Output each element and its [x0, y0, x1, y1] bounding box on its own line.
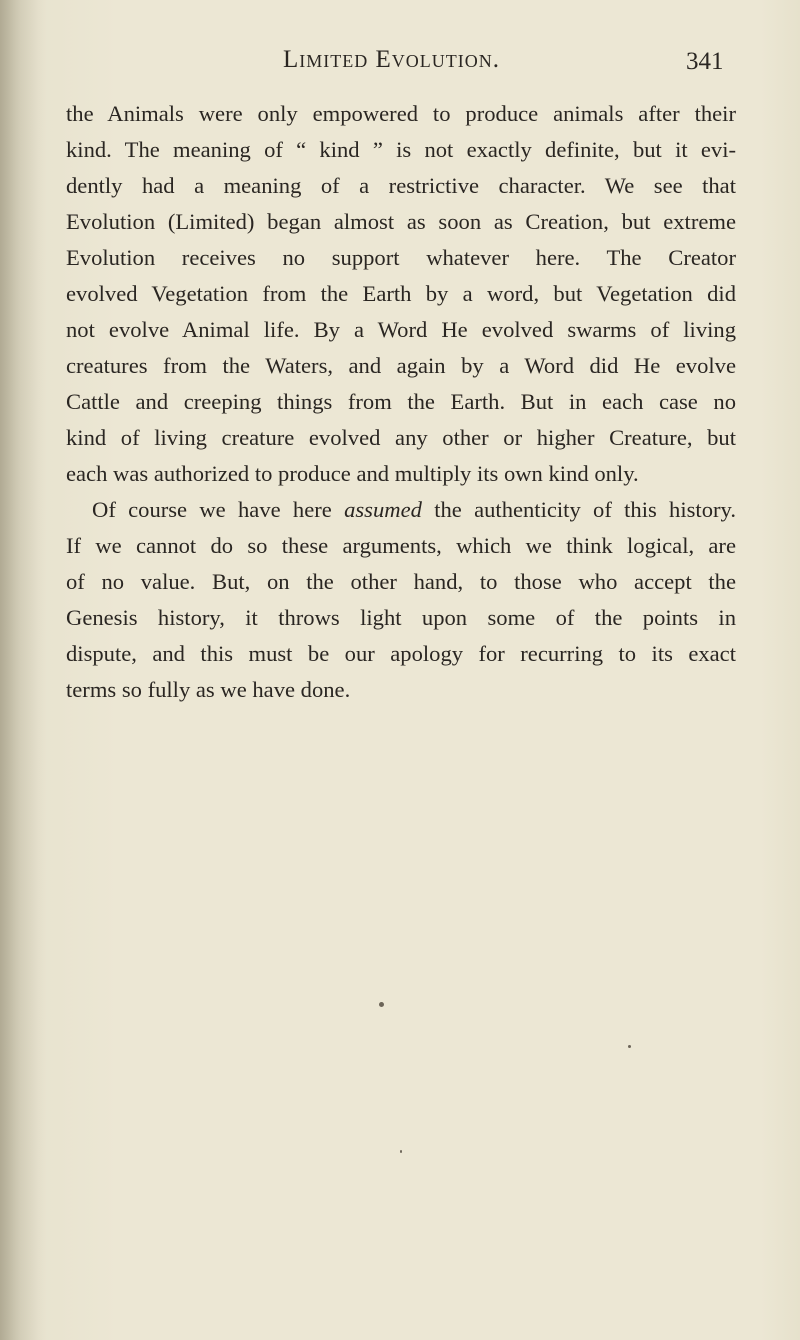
text-line: kind. The meaning of “ kind ” is not exactly definite, but it evi- — [66, 137, 736, 162]
text-line: the Animals were only empowered to produce animals after their — [66, 101, 736, 126]
text-line: creatures from the Waters, and again by a Word did He evolve — [66, 353, 736, 378]
paragraph-1 — [66, 96, 736, 492]
running-head-title: Limited Evolution. — [283, 46, 501, 73]
text-line: Cattle and creeping things from the Earth. But in each case no — [66, 389, 736, 414]
paragraph-2 — [66, 492, 736, 708]
text-run: Of course we have here — [92, 497, 345, 522]
text-line: terms so fully as we have done. — [66, 677, 351, 702]
text-line: dispute, and this must be our apology for recurring to its exact — [66, 641, 736, 666]
text-line: evolved Vegetation from the Earth by a word, but Vegetation did — [66, 281, 736, 306]
text-line: Evolution (Limited) began almost as soon as Creation, but extreme — [66, 209, 736, 234]
page-number: 341 — [686, 48, 724, 75]
binding-shadow — [0, 0, 46, 1340]
italic-word: assumed — [344, 497, 422, 522]
paper-speck — [400, 1150, 402, 1153]
text-line-first — [66, 492, 736, 528]
text-line: If we cannot do so these arguments, which we think logical, are — [66, 533, 736, 558]
text-line: Evolution receives no support whatever here. The Creator — [66, 245, 736, 270]
text-line: of no value. But, on the other hand, to those who accept the — [66, 569, 736, 594]
paper-speck — [379, 1002, 384, 1007]
text-line: dently had a meaning of a restrictive character. We see that — [66, 173, 736, 198]
running-head — [0, 46, 800, 80]
text-line: Genesis history, it throws light upon some of the points in — [66, 605, 736, 630]
text-line: not evolve Animal life. By a Word He evolved swarms of living — [66, 317, 736, 342]
text-line: kind of living creature evolved any other or higher Creature, but — [66, 425, 736, 450]
text-line: each was authorized to produce and multiply its own kind only. — [66, 461, 639, 486]
paper-speck — [628, 1045, 631, 1048]
text-run: the authenticity of this history. — [421, 497, 736, 522]
body-text — [66, 96, 736, 708]
